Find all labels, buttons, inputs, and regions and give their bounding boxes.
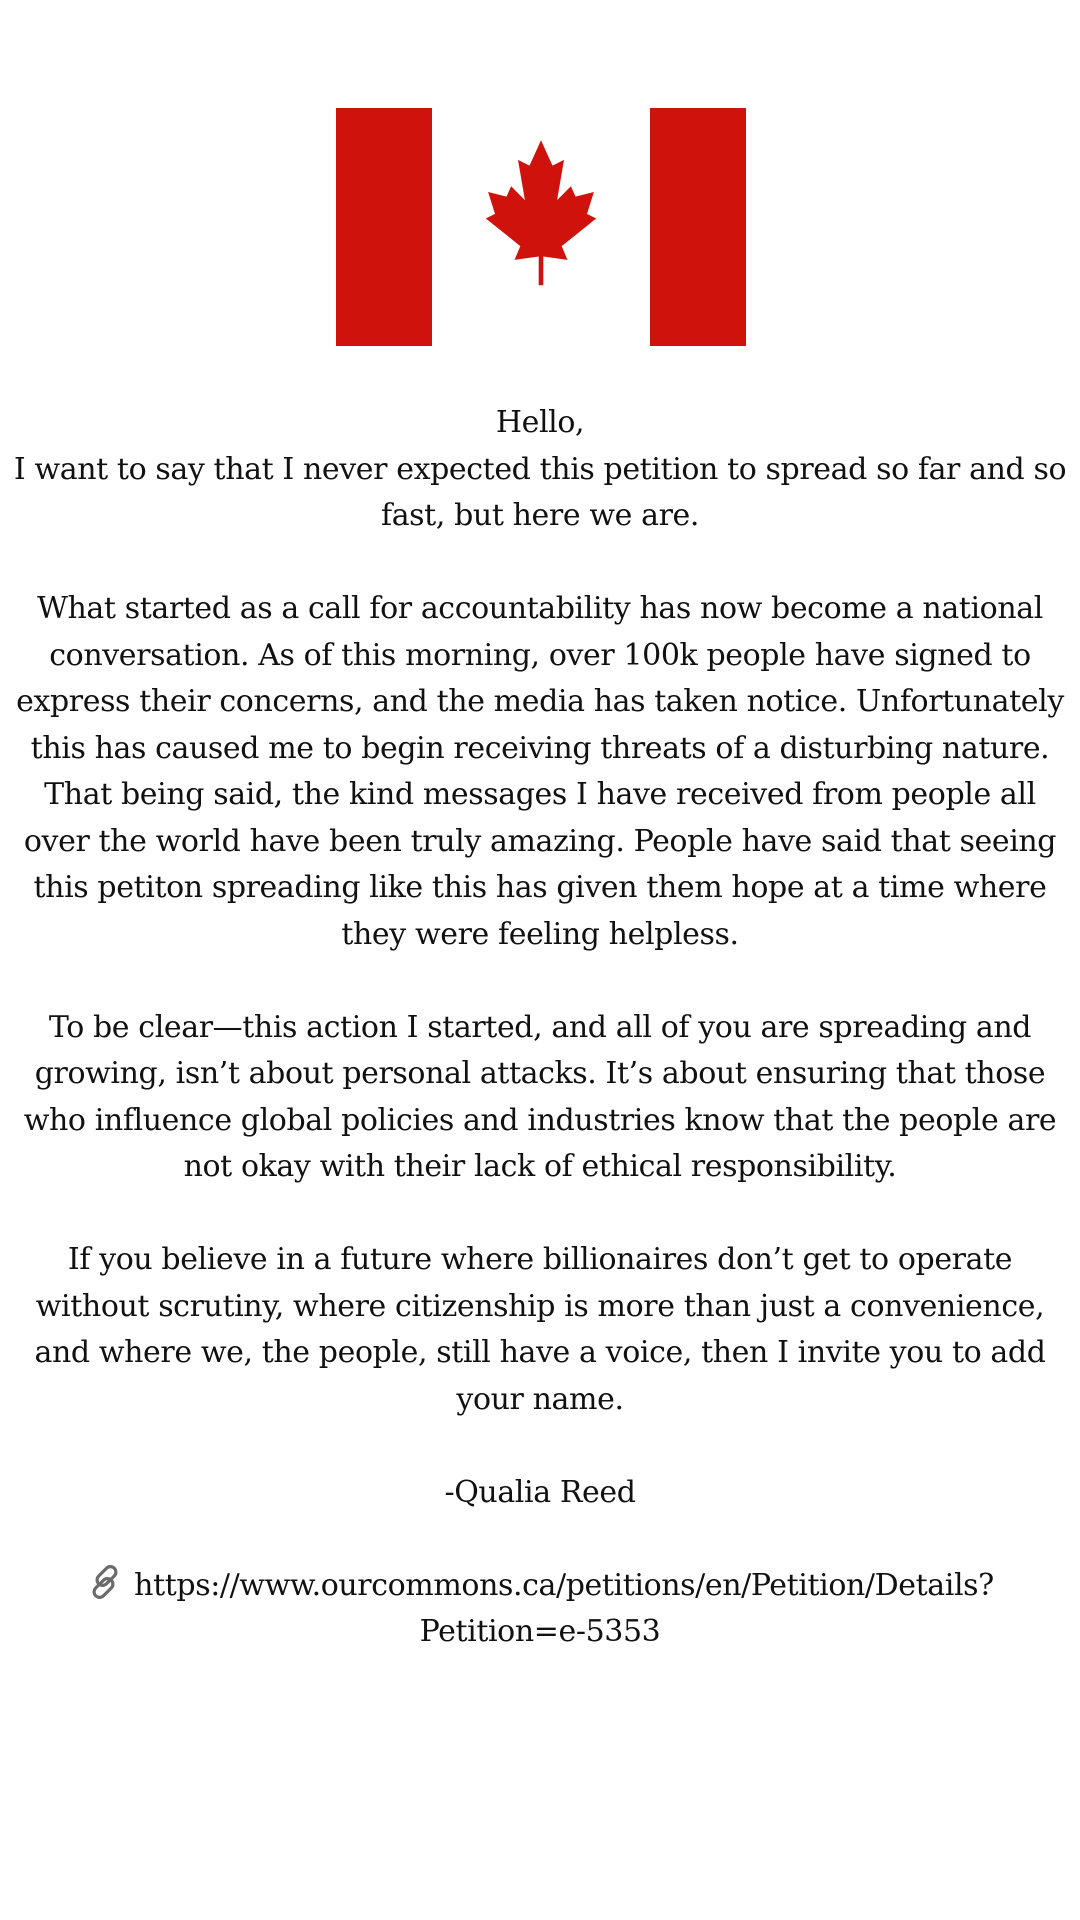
intro-line: fast, but here we are. <box>380 498 700 533</box>
paragraph-line: they were feeling helpless. <box>341 916 739 952</box>
petition-letter <box>0 400 1080 1702</box>
greeting: Hello, <box>495 405 585 440</box>
paragraph-line: growing, isn’t about personal attacks. It’s about ensuring that those <box>34 1056 1046 1091</box>
paragraph-line: What started as a call for accountability has now become a national <box>37 591 1043 626</box>
paragraph-line: who influence global policies and industries know that the people are <box>23 1102 1057 1138</box>
paragraph-line: and where we, the people, still have a voice, then I invite you to add <box>34 1335 1046 1370</box>
petition-link-line[interactable] <box>0 1563 1080 1610</box>
signature: -Qualia Reed <box>444 1474 636 1510</box>
signature-paragraph <box>0 1470 1080 1517</box>
paragraph-accountability <box>0 586 1080 958</box>
paragraph-line: If you believe in a future where billionaires don’t get to operate <box>67 1242 1013 1277</box>
paragraph-line: express their concerns, and the media has taken notice. Unfortunately <box>16 684 1064 719</box>
paragraph-line: That being said, the kind messages I have received from people all <box>44 777 1036 812</box>
paragraph-line: this petiton spreading like this has given them hope at a time where <box>33 870 1047 905</box>
intro-paragraph <box>0 400 1080 540</box>
paragraph-line: To be clear—this action I started, and all of you are spreading and <box>48 1009 1032 1045</box>
paragraph-clarification <box>0 1005 1080 1191</box>
petition-url-part-2[interactable]: Petition=e-5353 <box>419 1614 661 1649</box>
intro-line: I want to say that I never expected this petition to spread so far and so <box>13 451 1067 487</box>
paragraph-line: this has caused me to begin receiving threats of a disturbing nature. <box>30 730 1050 766</box>
paragraph-line: conversation. As of this morning, over 100k people have signed to <box>49 637 1031 673</box>
paragraph-line: over the world have been truly amazing. People have said that seeing <box>23 823 1057 859</box>
paragraph-line: your name. <box>456 1381 624 1417</box>
petition-url-part-1[interactable]: https://www.ourcommons.ca/petitions/en/Petition/Details? <box>134 1567 994 1603</box>
canada-flag-icon <box>336 108 746 346</box>
petition-link[interactable] <box>0 1563 1080 1656</box>
paragraph-line: not okay with their lack of ethical responsibility. <box>183 1149 897 1184</box>
paragraph-line: without scrutiny, where citizenship is more than just a convenience, <box>35 1288 1045 1324</box>
paragraph-invitation <box>0 1237 1080 1423</box>
link-icon <box>86 1563 124 1601</box>
